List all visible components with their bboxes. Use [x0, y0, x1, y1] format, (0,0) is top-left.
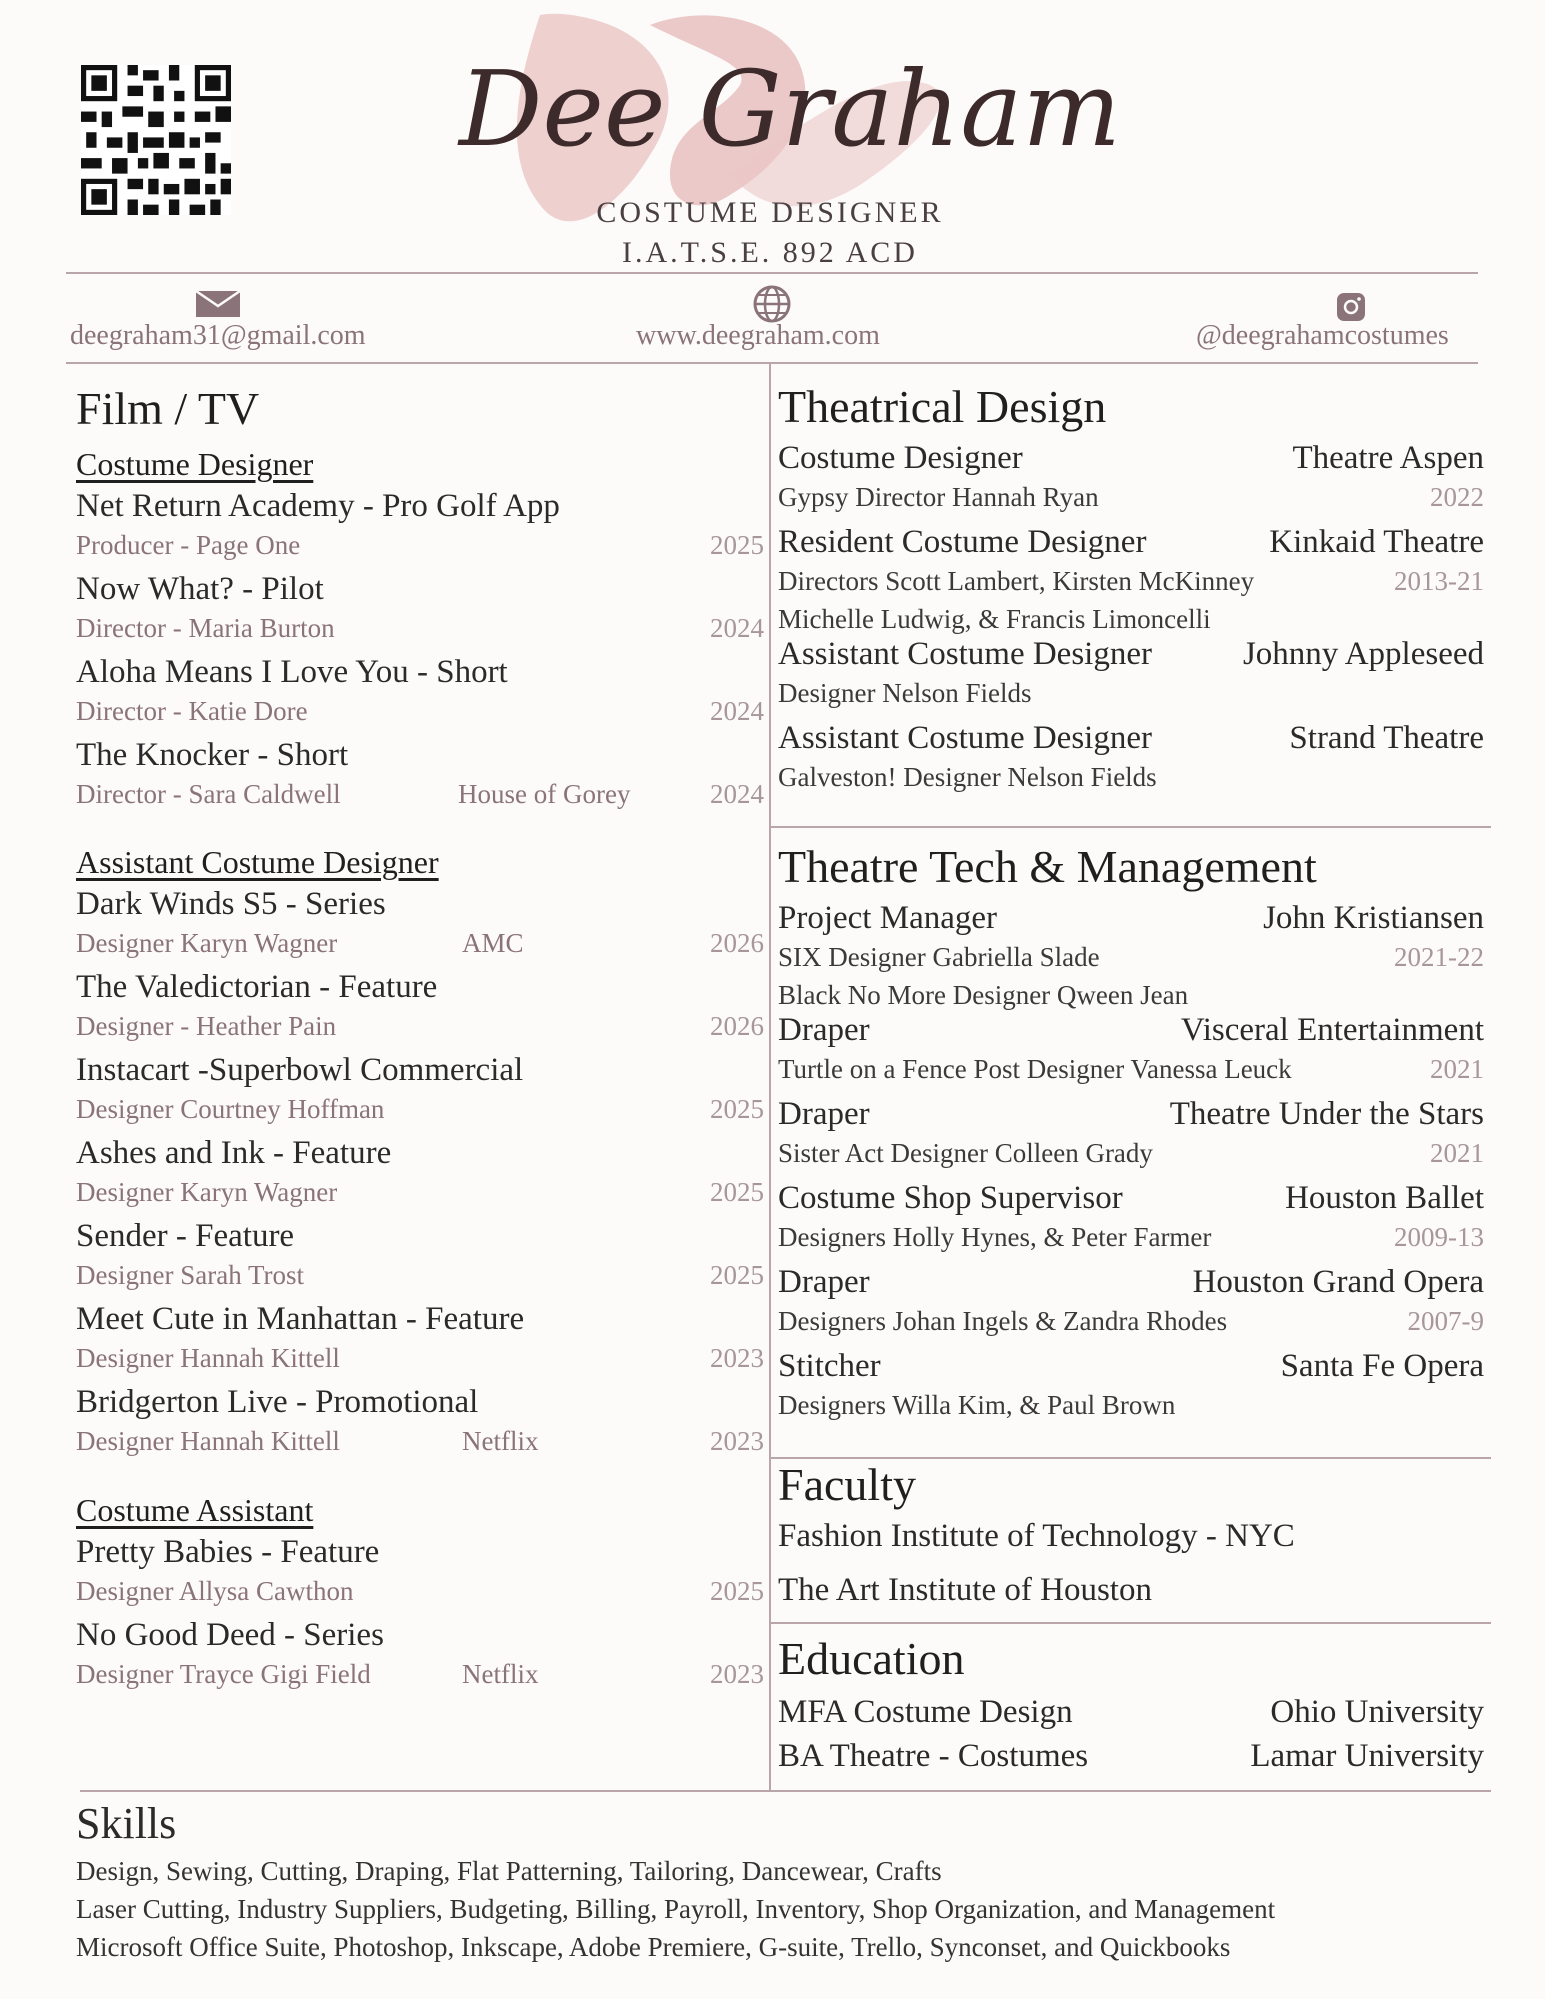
role-detail: Gypsy Director Hannah Ryan	[778, 482, 1099, 512]
credit-title: The Valedictorian - Feature	[76, 969, 438, 1005]
union-label: I.A.T.S.E. 892 ACD	[622, 236, 918, 269]
role-detail: Directors Scott Lambert, Kirsten McKinney	[778, 566, 1255, 596]
credit-network: Netflix	[462, 1426, 539, 1456]
credit-detail: Designer Karyn Wagner	[76, 928, 338, 958]
divider	[66, 362, 1478, 364]
divider	[771, 1622, 1491, 1624]
credit-year: 2026	[710, 1011, 764, 1041]
credit-year: 2025	[710, 1177, 764, 1207]
role-year: 2007-9	[1407, 1306, 1484, 1336]
credit-year: 2025	[710, 1260, 764, 1290]
theatre-tech-heading: Theatre Tech & Management	[778, 841, 1317, 892]
role-year: 2022	[1430, 482, 1484, 512]
credit-year: 2025	[710, 1094, 764, 1124]
role-year: 2009-13	[1394, 1222, 1484, 1252]
role-detail: Turtle on a Fence Post Designer Vanessa Leuck	[778, 1054, 1292, 1084]
education-school: Ohio University	[1270, 1694, 1484, 1730]
credit-detail: Designer Karyn Wagner	[76, 1177, 338, 1207]
credit-title: Aloha Means I Love You - Short	[76, 654, 508, 690]
credit-detail: Designer - Heather Pain	[76, 1011, 337, 1041]
role-title: Assistant Costume Designer	[778, 636, 1152, 672]
signature-logo	[459, 20, 1121, 200]
skills-line: Microsoft Office Suite, Photoshop, Inkscape, Adobe Premiere, G-suite, Trello, Synconset, and Quickbooks	[76, 1932, 1231, 1962]
role-detail: Designers Johan Ingels & Zandra Rhodes	[778, 1306, 1228, 1336]
education-school: Lamar University	[1250, 1738, 1484, 1774]
credit-year: 2024	[710, 696, 764, 726]
faculty-item: Fashion Institute of Technology - NYC	[778, 1518, 1295, 1554]
credit-detail: Designer Trayce Gigi Field	[76, 1659, 371, 1689]
credit-detail: Designer Courtney Hoffman	[76, 1094, 385, 1124]
education-degree: BA Theatre - Costumes	[778, 1738, 1089, 1774]
credit-year: 2025	[710, 1576, 764, 1606]
role-detail: SIX Designer Gabriella Slade	[778, 942, 1100, 972]
skills-line: Laser Cutting, Industry Suppliers, Budgeting, Billing, Payroll, Inventory, Shop Organization, and Management	[76, 1894, 1276, 1924]
skills-heading: Skills	[76, 1799, 177, 1848]
role-venue: Johnny Appleseed	[1242, 636, 1484, 672]
role-venue: Visceral Entertainment	[1180, 1012, 1484, 1048]
credit-year: 2024	[710, 779, 764, 809]
credit-title: Sender - Feature	[76, 1218, 295, 1254]
credit-detail: Designer Allysa Cawthon	[76, 1576, 354, 1606]
theatrical-design-heading: Theatrical Design	[778, 381, 1107, 432]
credit-year: 2023	[710, 1343, 764, 1373]
film-tv-heading: Film / TV	[76, 383, 260, 434]
role-detail: Black No More Designer Qween Jean	[778, 980, 1189, 1010]
role-year: 2021-22	[1394, 942, 1484, 972]
email-link[interactable]: deegraham31@gmail.com	[70, 320, 366, 351]
credit-network: AMC	[462, 928, 524, 958]
role-detail: Designers Holly Hynes, & Peter Farmer	[778, 1222, 1212, 1252]
credit-title: Net Return Academy - Pro Golf App	[76, 488, 560, 524]
role-venue: Santa Fe Opera	[1280, 1348, 1484, 1384]
role-title: Resident Costume Designer	[778, 524, 1147, 560]
role-title: Draper	[778, 1096, 870, 1132]
skills-line: Design, Sewing, Cutting, Draping, Flat Patterning, Tailoring, Dancewear, Crafts	[76, 1856, 942, 1886]
role-detail: Michelle Ludwig, & Francis Limoncelli	[778, 604, 1211, 634]
divider	[80, 1790, 1491, 1792]
role-title: Draper	[778, 1012, 870, 1048]
credit-detail: Designer Hannah Kittell	[76, 1426, 340, 1456]
instagram-link[interactable]: @deegrahamcostumes	[1196, 320, 1449, 351]
role-title: Costume Designer	[778, 440, 1023, 476]
role-detail: Galveston! Designer Nelson Fields	[778, 762, 1157, 792]
costume-assistant-subheading: Costume Assistant	[76, 1492, 314, 1528]
credit-title: Bridgerton Live - Promotional	[76, 1384, 479, 1420]
role-venue: Theatre Under the Stars	[1169, 1096, 1484, 1132]
role-venue: Houston Ballet	[1285, 1180, 1484, 1216]
credit-year: 2024	[710, 613, 764, 643]
role-venue: Houston Grand Opera	[1192, 1264, 1484, 1300]
education-heading: Education	[778, 1633, 965, 1684]
qr-code	[80, 65, 232, 215]
divider	[66, 272, 1478, 274]
role-venue: John Kristiansen	[1263, 900, 1484, 936]
credit-year: 2026	[710, 928, 764, 958]
job-title: COSTUME DESIGNER	[596, 196, 944, 229]
divider	[771, 826, 1491, 828]
credit-detail: Designer Hannah Kittell	[76, 1343, 340, 1373]
role-venue: Kinkaid Theatre	[1269, 524, 1484, 560]
credit-detail: Producer - Page One	[76, 530, 301, 560]
credit-title: Instacart -Superbowl Commercial	[76, 1052, 524, 1088]
credit-title: Pretty Babies - Feature	[76, 1534, 380, 1570]
svg-text:Dee Graham: Dee Graham	[459, 48, 1121, 170]
column-divider	[769, 364, 771, 1792]
credit-detail: Director - Sara Caldwell	[76, 779, 341, 809]
role-venue: Theatre Aspen	[1292, 440, 1484, 476]
envelope-icon	[195, 290, 241, 318]
role-year: 2021	[1430, 1054, 1484, 1084]
costume-designer-subheading: Costume Designer	[76, 446, 314, 482]
credit-title: Ashes and Ink - Feature	[76, 1135, 392, 1171]
credit-year: 2023	[710, 1659, 764, 1689]
credit-title: Meet Cute in Manhattan - Feature	[76, 1301, 525, 1337]
credit-year: 2023	[710, 1426, 764, 1456]
credit-network: House of Gorey	[458, 779, 631, 809]
credit-title: Now What? - Pilot	[76, 571, 324, 607]
credit-detail: Director - Katie Dore	[76, 696, 308, 726]
credit-year: 2025	[710, 530, 764, 560]
role-title: Project Manager	[778, 900, 997, 936]
credit-network: Netflix	[462, 1659, 539, 1689]
role-title: Assistant Costume Designer	[778, 720, 1152, 756]
faculty-heading: Faculty	[778, 1459, 916, 1510]
credit-detail: Designer Sarah Trost	[76, 1260, 304, 1290]
assistant-costume-designer-subheading: Assistant Costume Designer	[76, 844, 439, 880]
education-degree: MFA Costume Design	[778, 1694, 1073, 1730]
role-year: 2021	[1430, 1138, 1484, 1168]
role-year: 2013-21	[1394, 566, 1484, 596]
globe-icon	[752, 284, 792, 324]
credit-title: The Knocker - Short	[76, 737, 349, 773]
role-venue: Strand Theatre	[1289, 720, 1484, 756]
instagram-icon	[1336, 292, 1366, 322]
role-detail: Designers Willa Kim, & Paul Brown	[778, 1390, 1176, 1420]
role-detail: Sister Act Designer Colleen Grady	[778, 1138, 1153, 1168]
credit-title: Dark Winds S5 - Series	[76, 886, 386, 922]
credit-detail: Director - Maria Burton	[76, 613, 335, 643]
website-link[interactable]: www.deegraham.com	[636, 320, 880, 351]
role-title: Costume Shop Supervisor	[778, 1180, 1123, 1216]
role-detail: Designer Nelson Fields	[778, 678, 1032, 708]
faculty-item: The Art Institute of Houston	[778, 1572, 1152, 1608]
role-title: Stitcher	[778, 1348, 881, 1384]
role-title: Draper	[778, 1264, 870, 1300]
credit-title: No Good Deed - Series	[76, 1617, 384, 1653]
